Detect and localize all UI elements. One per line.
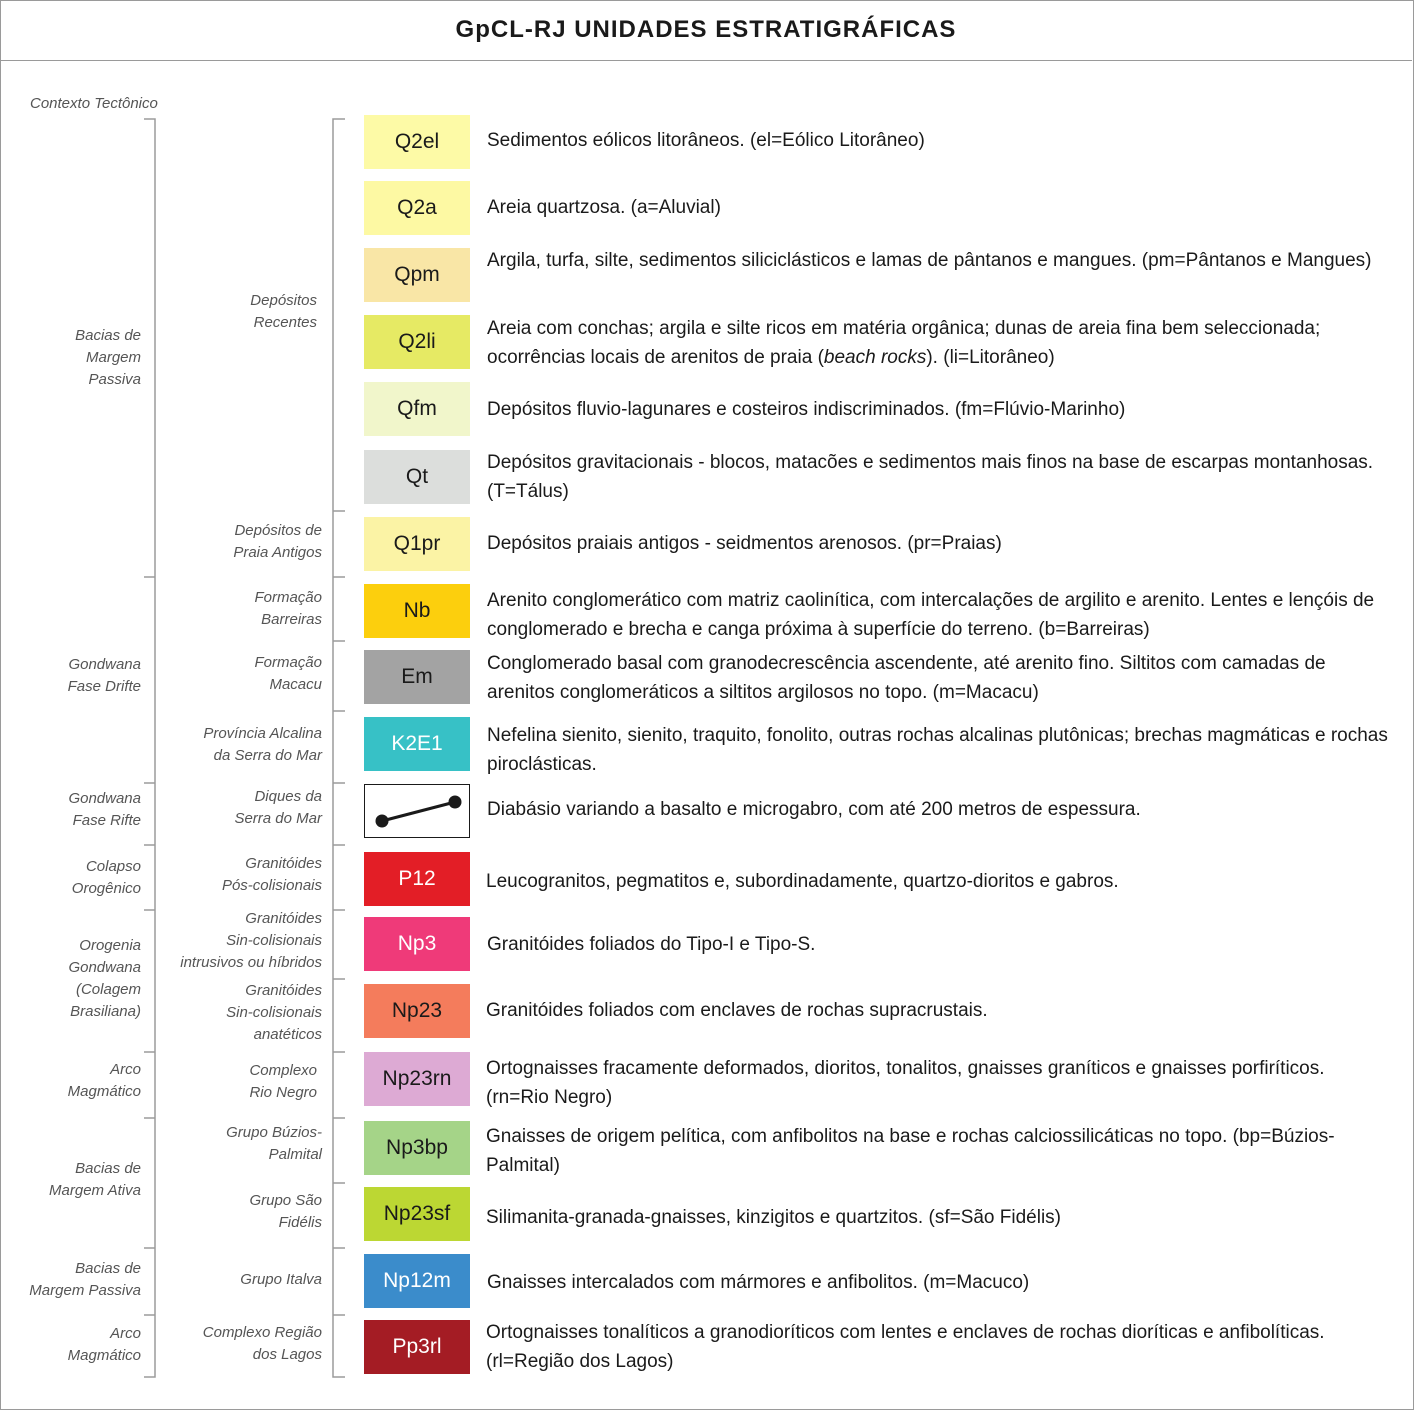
context-header: Contexto Tectônico <box>30 95 158 112</box>
group-label: Granitóides Sin-colisionais intrusivos ou híbridos <box>180 910 322 971</box>
unit-description: Leucogranitos, pegmatitos e, subordinadamente, quartzo-dioritos e gabros. <box>486 871 1119 892</box>
context-label: Bacias de Margem Ativa <box>49 1160 141 1199</box>
group-label: Grupo Italva <box>240 1271 322 1288</box>
context-label: Gondwana Fase Drifte <box>67 656 141 695</box>
unit-swatch: K2E1 <box>364 717 470 771</box>
unit-swatch: Q1pr <box>364 517 470 571</box>
context-label: Bacias de Margem Passiva <box>29 1260 141 1299</box>
context-label: Gondwana Fase Rifte <box>68 790 141 829</box>
unit-description: Depósitos praiais antigos - seidmentos arenosos. (pr=Praias) <box>487 533 1002 554</box>
unit-description: Arenito conglomerático com matriz caolinítica, com intercalações de argilito e arenito. Lentes e lençóis de conglomerado e brecha e canga próxima à superfície do terreno. (b=Barreiras) <box>487 590 1375 640</box>
unit-description: Ortognaisses tonalíticos a granodioríticos com lentes e enclaves de rochas dioríticas e anfibolíticas. (rl=Região dos Lagos) <box>486 1322 1325 1372</box>
unit-description: Gnaisses intercalados com mármores e anfibolitos. (m=Macuco) <box>487 1272 1030 1293</box>
group-label: Formação Macacu <box>254 654 322 693</box>
group-bracket <box>333 119 345 1377</box>
group-label: Granitóides Pós-colisionais <box>221 855 322 894</box>
unit-description: Granitóides foliados do Tipo-I e Tipo-S. <box>487 934 816 955</box>
unit-description: Depósitos fluvio-lagunares e costeiros indiscriminados. (fm=Flúvio-Marinho) <box>487 399 1126 420</box>
unit-description: Granitóides foliados com enclaves de rochas supracrustais. <box>486 1000 988 1021</box>
context-bracket <box>144 119 155 1377</box>
dike-swatch <box>364 784 470 838</box>
unit-swatch: Qt <box>364 450 470 504</box>
unit-swatch: Q2el <box>364 115 470 169</box>
unit-description: Nefelina sienito, sienito, traquito, fonolito, outras rochas alcalinas plutônicas; brechas magmáticas e rochas piroclásticas. <box>487 725 1388 775</box>
unit-swatch: Q2a <box>364 181 470 235</box>
unit-swatch: Np3bp <box>364 1121 470 1175</box>
group-label: Formação Barreiras <box>254 589 322 628</box>
dike-line-icon <box>366 786 469 837</box>
unit-description: Conglomerado basal com granodecrescência ascendente, até arenito fino. Siltitos com camadas de arenitos conglomeráticos a siltitos argilosos no topo. (m=Macacu) <box>487 653 1326 703</box>
group-label: Diques da Serra do Mar <box>234 788 322 827</box>
context-label: Arco Magmático <box>67 1061 141 1100</box>
unit-description: Areia quartzosa. (a=Aluvial) <box>487 197 721 218</box>
unit-swatch: Np12m <box>364 1254 470 1308</box>
unit-swatch: P12 <box>364 852 470 906</box>
unit-swatch: Em <box>364 650 470 704</box>
unit-description: Depósitos gravitacionais - blocos, matacões e sedimentos mais finos na base de escarpas montanhosas. (T=Tálus) <box>487 452 1374 502</box>
context-label: Bacias de Margem Passiva <box>75 327 141 388</box>
unit-description: Sedimentos eólicos litorâneos. (el=Eólico Litorâneo) <box>487 130 925 151</box>
unit-swatch: Qpm <box>364 248 470 302</box>
unit-swatch: Qfm <box>364 382 470 436</box>
unit-swatch: Np3 <box>364 917 470 971</box>
unit-swatch: Q2li <box>364 315 470 369</box>
group-label: Complexo Região dos Lagos <box>202 1324 322 1363</box>
unit-description: Argila, turfa, silte, sedimentos siliciclásticos e lamas de pântanos e mangues. (pm=Pântanos e Mangues) <box>487 250 1372 271</box>
unit-description: Diabásio variando a basalto e microgabro, com até 200 metros de espessura. <box>487 799 1141 820</box>
group-label: Depósitos de Praia Antigos <box>233 522 322 561</box>
unit-swatch: Nb <box>364 584 470 638</box>
group-label: Depósitos Recentes <box>250 292 317 331</box>
unit-swatch: Np23sf <box>364 1187 470 1241</box>
group-label: Grupo Búzios- Palmital <box>226 1124 322 1163</box>
group-label: Granitóides Sin-colisionais anatéticos <box>226 982 322 1043</box>
unit-description: Silimanita-granada-gnaisses, kinzigitos e quartzitos. (sf=São Fidélis) <box>486 1207 1062 1228</box>
group-label: Província Alcalina da Serra do Mar <box>203 725 322 764</box>
unit-description: Gnaisses de origem pelítica, com anfibolitos na base e rochas calciossilicáticas no topo. (bp=Búzios-Palmital) <box>486 1126 1335 1176</box>
group-label: Grupo São Fidélis <box>249 1192 322 1231</box>
unit-swatch: Np23rn <box>364 1052 470 1106</box>
context-label: Arco Magmático <box>67 1325 141 1364</box>
unit-description: Areia com conchas; argila e silte ricos em matéria orgânica; dunas de areia fina bem seleccionada; ocorrências locais de arenitos de praia (beach rocks). (li=Litorâneo) <box>487 318 1321 368</box>
page-title: GpCL-RJ UNIDADES ESTRATIGRÁFICAS <box>455 16 957 43</box>
unit-description: Ortognaisses fracamente deformados, dioritos, tonalitos, gnaisses graníticos e gnaisses porfiríticos. (rn=Rio Negro) <box>486 1058 1325 1108</box>
context-label: Colapso Orogênico <box>71 858 141 897</box>
group-label: Complexo Rio Negro <box>249 1062 317 1101</box>
unit-swatch: Pp3rl <box>364 1320 470 1374</box>
unit-swatch: Np23 <box>364 984 470 1038</box>
context-label: Orogenia Gondwana (Colagem Brasiliana) <box>68 937 141 1020</box>
